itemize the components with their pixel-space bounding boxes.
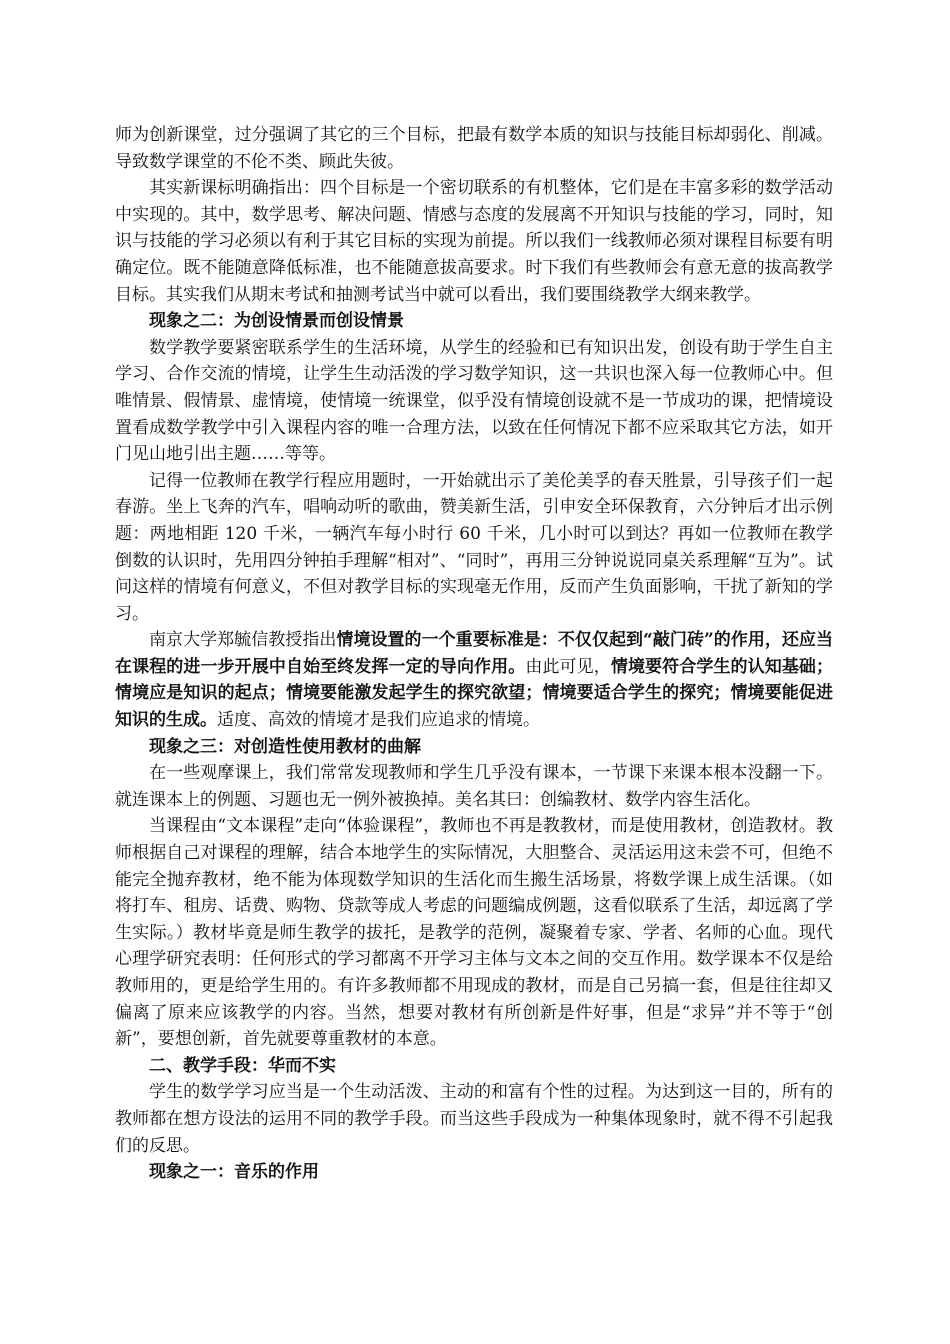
paragraph-observation-lessons: 在一些观摩课上，我们常常发现教师和学生几乎没有课本，一节课下来课本根本没翻一下。就连课本上的例题、习题也无一例外被换掉。美名其曰：创编教材、数学内容生活化。 (115, 763, 833, 810)
section-heading-teaching-means: 二、教学手段：华而不实 (149, 1055, 336, 1076)
paragraph-continuation: 师为创新课堂，过分强调了其它的三个目标，把最有数学本质的知识与技能目标却弱化、削减。导致数学课堂的不伦不类、顾此失彼。 (115, 125, 833, 172)
paragraph-example-lesson: 记得一位教师在教学行程应用题时，一开始就出示了美伦美孚的春天胜景，引导孩子们一起春游。坐上飞奔的汽车，唱响动听的歌曲，赞美新生活，引申安全环保教育，六分钟后才出示例题：两地相距 120 千米，一辆汽车每小时行 60 千米，几小时可以到达？再如一位教师在教学倒数的认识时，先用四分钟拍手理解“相对”、“同时”，再用三分钟说说同桌关系理解“互为”。试问这样的情境有何意义，不但对教学目标的实现毫无作用，反而产生负面影响，干扰了新知的学习。 (115, 470, 833, 624)
quote-intro-text: 南京大学郑毓信教授指出 (149, 630, 337, 651)
section-heading-music: 现象之一：音乐的作用 (149, 1162, 319, 1183)
quote-bold-standard: 情境设置的一个重要标准是：不仅仅起到“敲门砖”的作用，还应当在课程的进一步开展中自始至终发挥一定的导向作用。 (115, 630, 834, 677)
section-heading-phenomenon-2: 现象之二：为创设情景而创设情景 (149, 311, 404, 332)
paragraph-professor-quote (115, 627, 833, 733)
paragraph-textbook-use: 当课程由“文本课程”走向“体验课程”，教师也不再是教教材，而是使用教材，创造教材。教师根据自己对课程的理解，结合本地学生的实际情况，大胆整合、灵活运用这未尝不可，但绝不能完全抛弃教材，绝不能为体现数学知识的生活化而生搬生活场景，将数学课上成生活课。（如将打车、租房、话费、购物、贷款等成人考虑的问题编成例题，这看似联系了生活，却远离了学生实际。）教材毕竟是师生教学的拔托，是教学的范例，凝聚着专家、学者、名师的心血。现代心理学研究表明：任何形式的学习都离不开学习主体与文本之间的交互作用。数学课本不仅是给教师用的，更是给学生用的。有许多教师都不用现成的教材，而是自己另搞一套，但是往往却又偏离了原来应该教学的内容。当然，想要对教材有所创新是件好事，但是“求异”并不等于“创新”，要想创新，首先就要尊重教材的本意。 (115, 816, 833, 1050)
quote-conclusion-text: 适度、高效的情境才是我们应追求的情境。 (217, 710, 540, 731)
paragraph-curriculum-goals: 其实新课标明确指出：四个目标是一个密切联系的有机整体，它们是在丰富多彩的数学活动中实现的。其中，数学思考、解决问题、情感与态度的发展离不开知识与技能的学习，同时，知识与技能的学习必须以有利于其它目标的实现为前提。所以我们一线教师必须对课程目标要有明确定位。既不能随意降低标准，也不能随意拔高要求。时下我们有些教师会有意无意的拔高教学目标。其实我们从期末考试和抽测考试当中就可以看出，我们要围绕教学大纲来教学。 (115, 178, 833, 305)
paragraph-teaching-means: 学生的数学学习应当是一个生动活泼、主动的和富有个性的过程。为达到这一目的，所有的教师都在想方设法的运用不同的教学手段。而当这些手段成为一种集体现象时，就不得不引起我们的反思。 (115, 1082, 833, 1156)
paragraph-situation-creation: 数学教学要紧密联系学生的生活环境，从学生的经验和已有知识出发，创设有助于学生自主学习、合作交流的情境，让学生生动活泼的学习数学知识，这一共识也深入每一位教师心中。但唯情景、假情景、虚情境，使情境一统课堂，似乎没有情境创设就不是一节成功的课，把情境设置看成数学教学中引入课程内容的唯一合理方法，以致在任何情况下都不应采取其它方法，如开门见山地引出主题……等等。 (115, 337, 833, 465)
document-body (115, 122, 833, 1186)
section-heading-phenomenon-3: 现象之三：对创造性使用教材的曲解 (149, 736, 421, 757)
quote-bold-requirements: 情境要符合学生的认知基础；情境应是知识的起点；情境要能激发起学生的探究欲望；情境要适合学生的探究；情境要能促进知识的生成。 (115, 656, 834, 731)
quote-transition-text: 由此可见， (525, 656, 611, 677)
